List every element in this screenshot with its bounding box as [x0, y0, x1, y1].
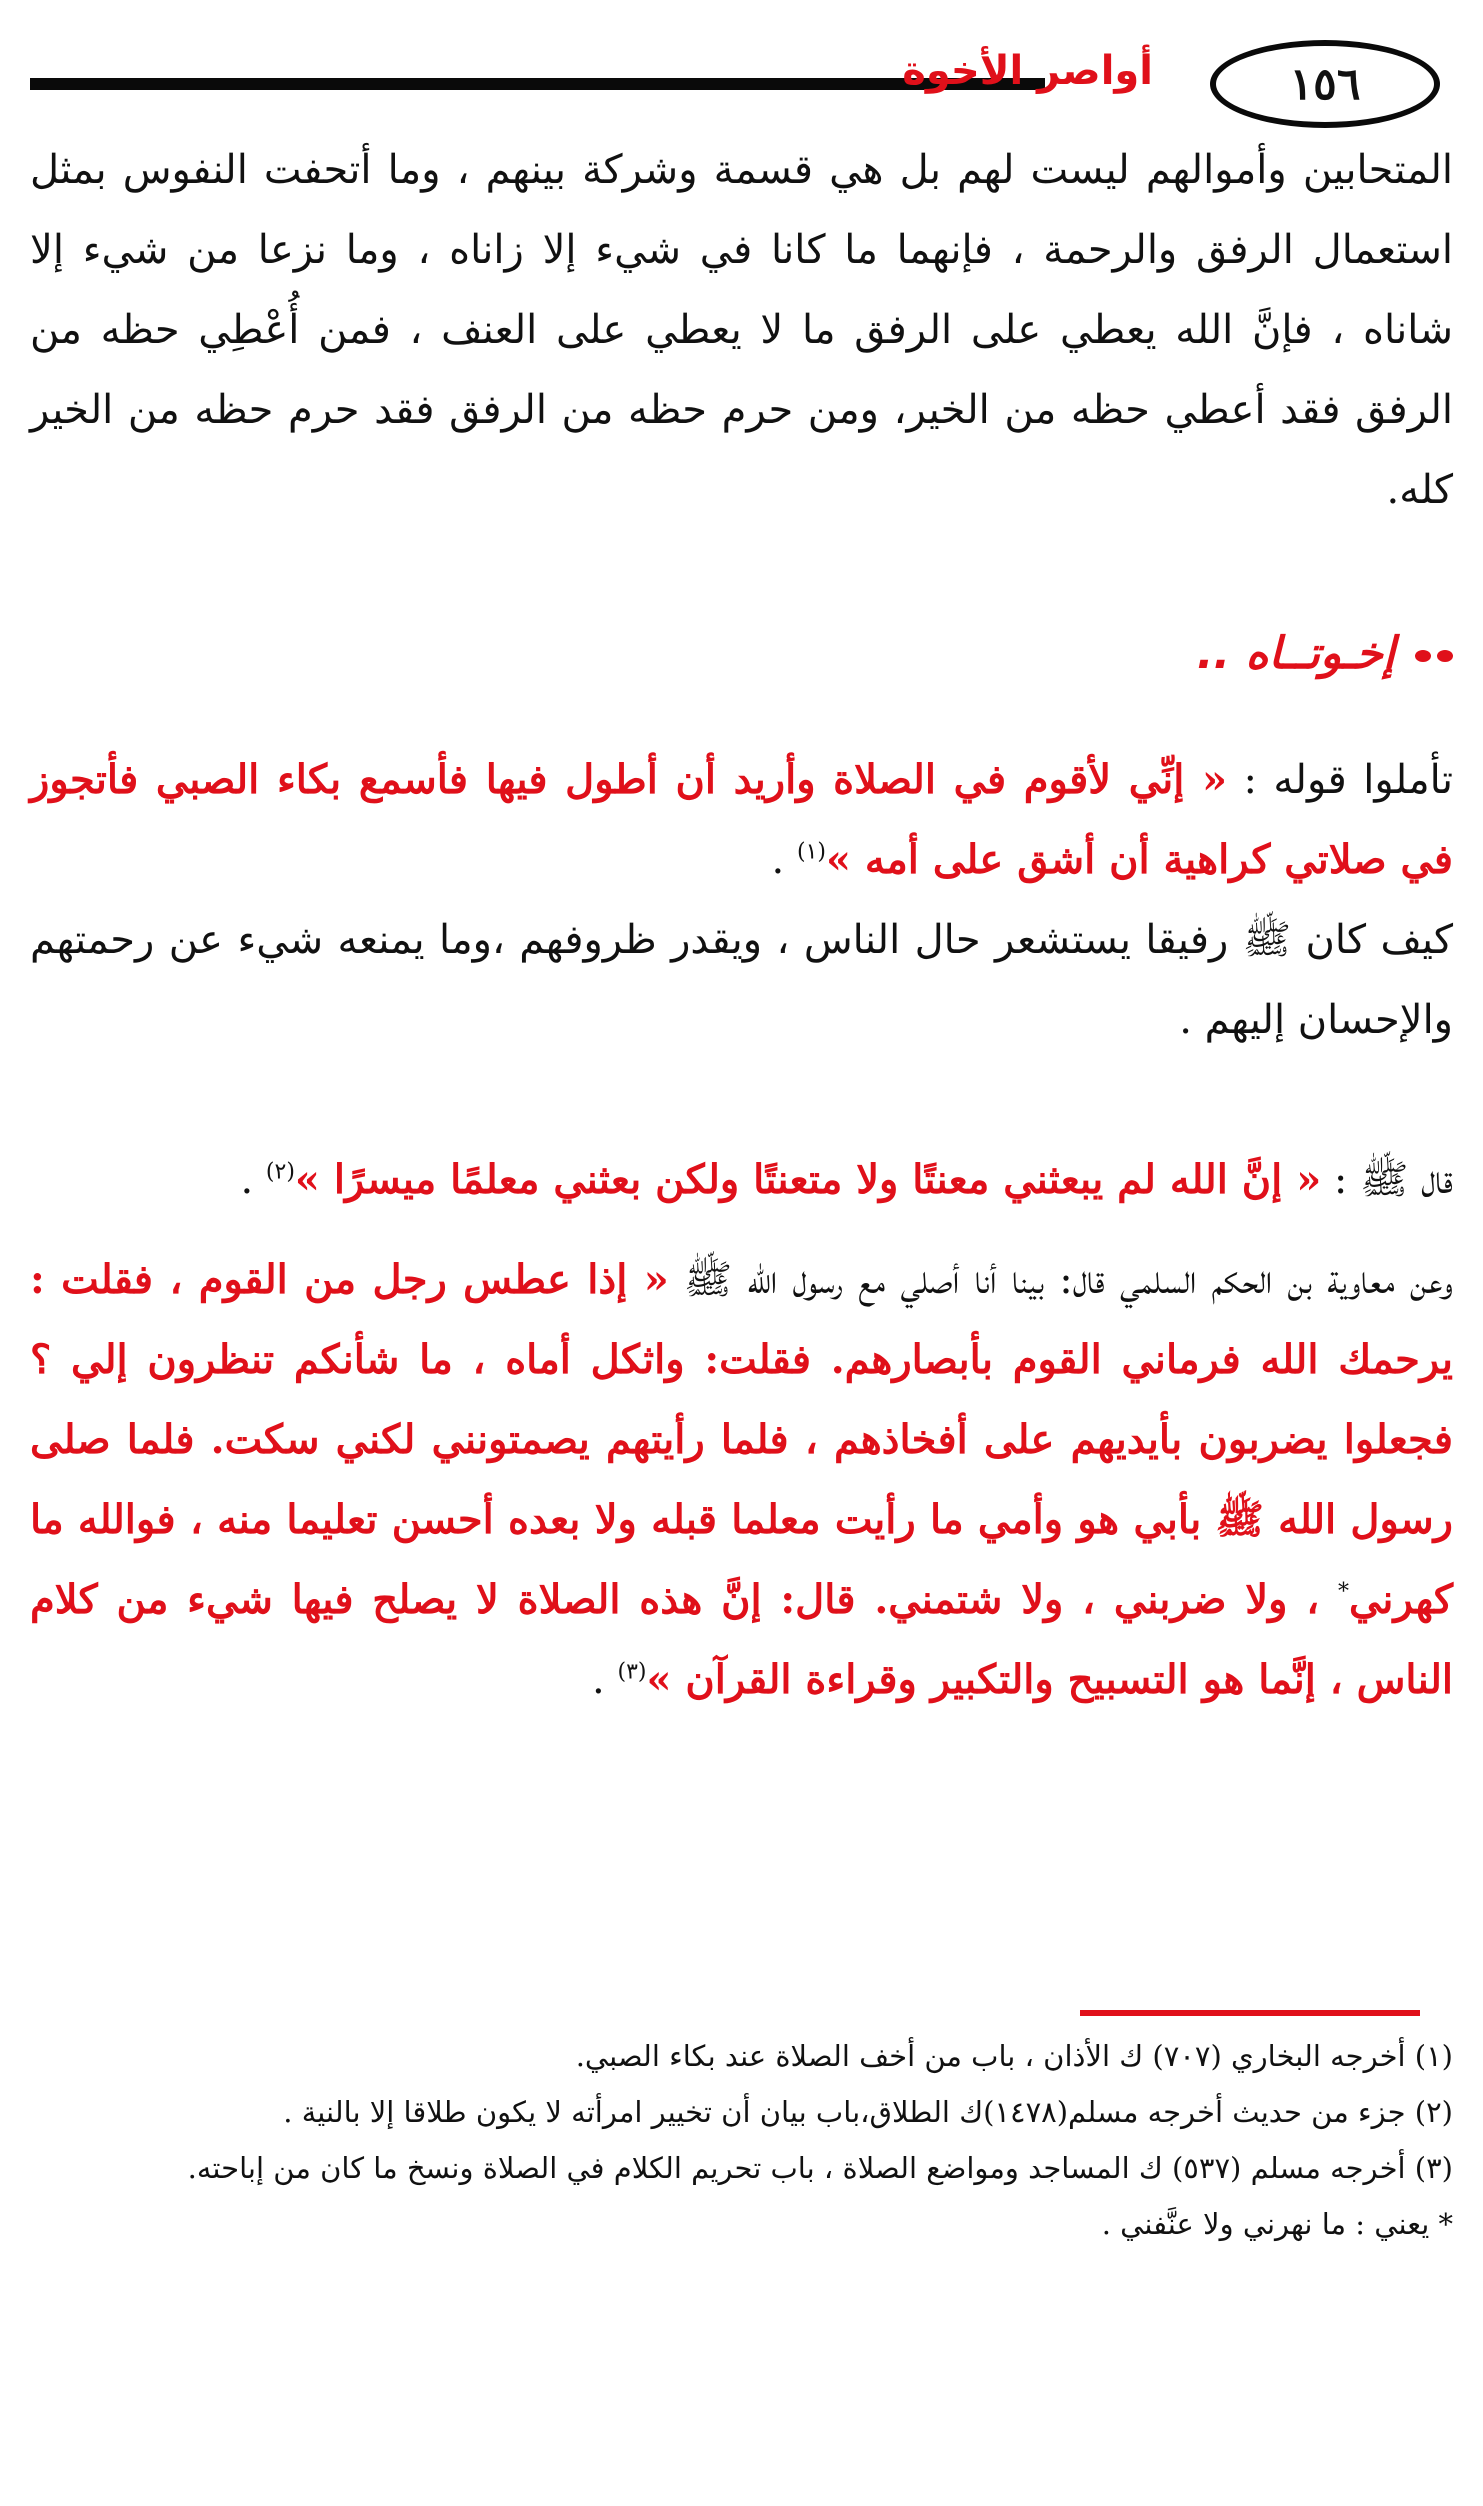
- p1-tail: .: [771, 837, 797, 883]
- section-heading: [1197, 628, 1453, 679]
- p3-tail: .: [240, 1157, 266, 1203]
- book-title: أواصر الأخوة: [902, 48, 1153, 94]
- footnote-1: (١) أخرجه البخاري (٧٠٧) ك الأذان ، باب من أخف الصلاة عند بكاء الصبي.: [575, 2039, 1453, 2073]
- p4-footnote-ref: (٣): [617, 1659, 647, 1685]
- p4-quote-a: « إذا عطس رجل من القوم ، فقلت : يرحمك الله فرماني القوم بأبصارهم. فقلت: واثكل أماه ، ما شأنكم تنظرون إلي ؟ فجعلوا يضربون بأيديهم على أفخاذهم ، فلما رأيتهم يصمتونني لكني سكت. فلما صلى رسول الله ﷺ بأبي هو وأمي ما رأيت معلما قبله ولا بعده أحسن تعليما منه ، فوالله ما كهرني: [30, 1256, 1453, 1623]
- p1-lead: تأملوا قوله :: [1227, 757, 1453, 803]
- footnote-divider: [1080, 2010, 1420, 2016]
- commentary-paragraph: كيف كان ﷺ رفيقا يستشعر حال الناس ، ويقدر ظروفهم ،وما يمنعه شيء عن رحمتهم والإحسان إليهم .: [30, 917, 1453, 1043]
- p3-footnote-ref: (٢): [265, 1159, 295, 1185]
- page-number: ١٥٦: [1210, 40, 1440, 128]
- p1-footnote-ref: (١): [796, 839, 826, 865]
- hadith-paragraph-3: [30, 1240, 1453, 1720]
- footnote-2: (٢) جزء من حديث أخرجه مسلم(١٤٧٨)ك الطلاق،باب بيان أن تخيير امرأته لا يكون طلاقا إلا بالنية .: [283, 2095, 1453, 2129]
- p1-quote: « إنِّي لأقوم في الصلاة وأريد أن أطول فيها فأسمع بكاء الصبي فأتجوز في صلاتي كراهية أن أشق على أمه »: [30, 756, 1453, 883]
- page-header: [30, 28, 1453, 138]
- p4-quote-b: ، ولا ضربني ، ولا شتمني. قال: إنَّ هذه الصلاة لا يصلح فيها شيء من كلام الناس ، إنَّما هو التسبيح والتكبير وقراءة القرآن »: [30, 1576, 1453, 1703]
- p3-lead: قال ﷺ :: [1321, 1157, 1453, 1203]
- section-heading-text: إخـوتــاه ..: [1196, 628, 1395, 679]
- intro-paragraph: المتحابين وأموالهم ليست لهم بل هي قسمة وشركة بينهم ، وما أتحفت النفوس بمثل استعمال الرفق والرحمة ، فإنهما ما كانا في شيء إلا زاناه ، وما نزعا من شيء إلا شاناه ، فإنَّ الله يعطي على الرفق ما لا يعطي على العنف ، فمن أُعْطِي حظه من الرفق فقد أعطي حظه من الخير، ومن حرم حظه من الرفق فقد حرم حظه من الخير كله.: [30, 147, 1453, 513]
- p3-quote: « إنَّ الله لم يبعثني معنتًا ولا متعنتًا ولكن بعثني معلمًا ميسرًا »: [294, 1156, 1322, 1203]
- footnote-star: * يعني : ما نهرني ولا عنَّفني .: [1101, 2207, 1453, 2241]
- hadith-paragraph-2: [30, 1140, 1453, 1220]
- footnotes: [30, 2028, 1453, 2252]
- p4-lead: وعن معاوية بن الحكم السلمي قال: بينا أنا أصلي مع رسول الله ﷺ: [668, 1257, 1453, 1303]
- hadith-paragraph-1: [30, 740, 1453, 900]
- bullet-dots-icon: [1409, 628, 1453, 679]
- p4-tail: .: [592, 1657, 618, 1703]
- p4-star-ref: *: [1337, 1579, 1349, 1605]
- footnote-3: (٣) أخرجه مسلم (٥٣٧) ك المساجد ومواضع الصلاة ، باب تحريم الكلام في الصلاة ونسخ ما كان من إباحته.: [187, 2151, 1453, 2185]
- header-rule: [30, 78, 1045, 90]
